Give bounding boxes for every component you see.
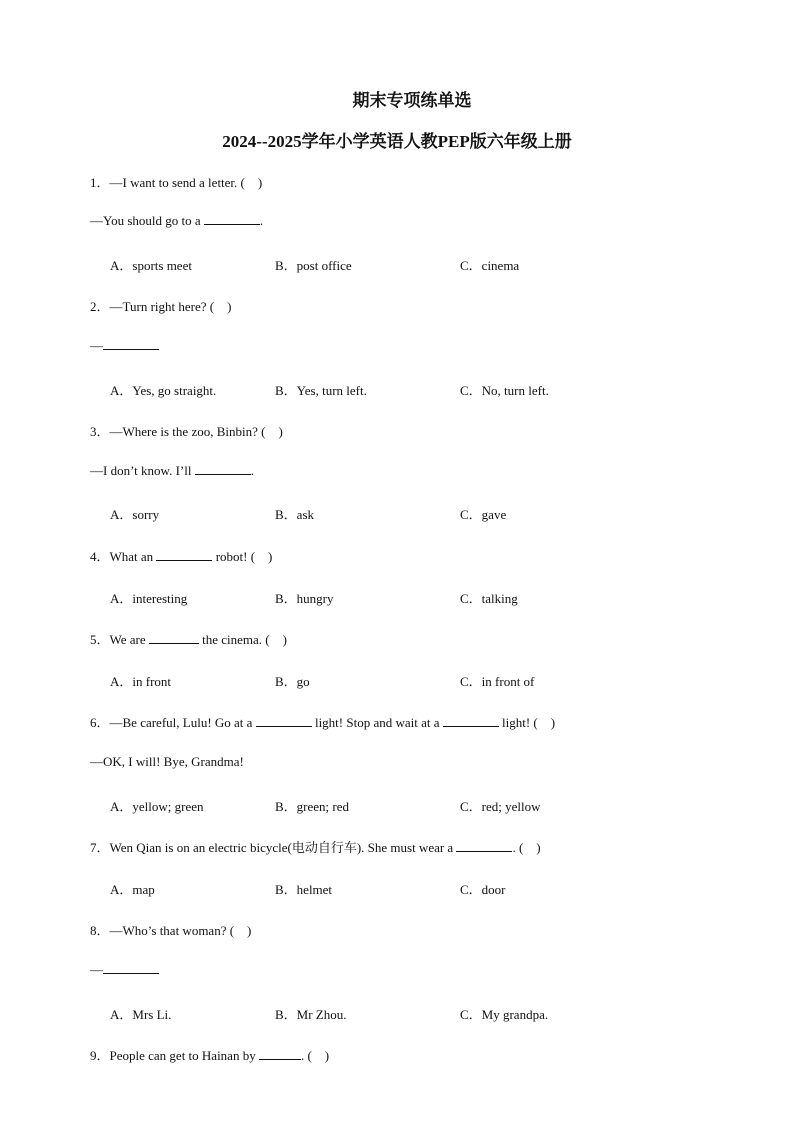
answer-blank: [204, 213, 260, 225]
question-6-reply: —OK, I will! Bye, Grandma!: [90, 754, 244, 769]
text: —: [90, 962, 103, 977]
option-c: C．talking: [460, 591, 518, 606]
text: the cinema. ( ): [198, 632, 287, 647]
question-5-stem: [90, 629, 287, 648]
option-b: B．Yes, turn left.: [275, 383, 367, 398]
text: . ( ): [512, 840, 541, 855]
question-7-stem: [90, 837, 541, 856]
option-a: A．map: [110, 882, 155, 897]
question-2-stem: 2．—Turn right here? ( ): [90, 299, 232, 314]
option-a: A．sorry: [110, 507, 160, 522]
option-c: C．cinema: [460, 258, 520, 273]
option-a: A．interesting: [110, 591, 188, 606]
question-6-stem: [90, 712, 555, 731]
option-b: B．helmet: [275, 882, 333, 897]
option-c: C．in front of: [460, 674, 535, 689]
answer-blank: [156, 549, 212, 561]
option-b: B．post office: [275, 258, 352, 273]
text: robot! ( ): [212, 549, 273, 564]
option-a: A．in front: [110, 674, 172, 689]
option-b: B．hungry: [275, 591, 334, 606]
page-subtitle: 2024--2025学年小学英语人教PEP版六年级上册: [222, 132, 572, 151]
text: .: [250, 463, 254, 478]
option-b: B．go: [275, 674, 310, 689]
page-title: 期末专项练单选: [352, 91, 472, 110]
text: .: [259, 213, 264, 228]
question-1-stem: 1．—I want to send a letter. ( ): [90, 175, 263, 190]
question-9-stem: [90, 1045, 329, 1064]
answer-blank: [443, 715, 499, 727]
question-4-stem: [90, 546, 272, 565]
answer-blank: [103, 962, 159, 974]
text: 5．We are: [90, 632, 149, 647]
answer-blank: [256, 715, 312, 727]
question-3-reply: [90, 463, 254, 479]
text: —I don’t know. I’ll: [90, 463, 195, 478]
option-b: B．green; red: [275, 799, 350, 814]
text: 4．What an: [90, 549, 157, 564]
question-8-options: [110, 1004, 710, 1022]
option-a: A．yellow; green: [110, 799, 204, 814]
question-8-reply: [90, 962, 159, 978]
option-a: A．Mrs Li.: [110, 1007, 172, 1022]
question-3-options: [110, 504, 710, 522]
option-b: B．Mr Zhou.: [275, 1007, 347, 1022]
answer-blank: [149, 632, 199, 644]
answer-blank: [259, 1048, 301, 1060]
text: —You should go to a: [90, 213, 204, 228]
option-c: C．No, turn left.: [460, 383, 549, 398]
text: 6．—Be careful, Lulu! Go at a: [90, 715, 256, 730]
question-1-options: [110, 255, 710, 273]
text: . ( ): [300, 1048, 330, 1063]
text: light! ( ): [498, 715, 556, 730]
text: —: [90, 338, 103, 353]
option-c: C．door: [460, 882, 506, 897]
answer-blank: [456, 840, 512, 852]
answer-blank: [103, 338, 159, 350]
option-c: C．red; yellow: [460, 799, 541, 814]
question-3-stem: 3．—Where is the zoo, Binbin? ( ): [90, 424, 283, 439]
option-c: C．gave: [460, 507, 507, 522]
option-b: B．ask: [275, 507, 315, 522]
question-2-reply: [90, 338, 159, 354]
text: light! Stop and wait at a: [311, 715, 443, 730]
option-a: A．sports meet: [110, 258, 192, 273]
question-6-options: [110, 796, 710, 814]
text: 7．Wen Qian is on an electric bicycle(电动自行车). She must wear a: [90, 840, 457, 855]
question-5-options: [110, 671, 710, 689]
option-c: C．My grandpa.: [460, 1007, 549, 1022]
question-4-options: [110, 588, 710, 606]
question-2-options: [110, 380, 710, 398]
question-8-stem: 8．—Who’s that woman? ( ): [90, 923, 252, 938]
text: 9．People can get to Hainan by: [90, 1048, 259, 1063]
question-7-options: [110, 879, 710, 897]
option-a: A．Yes, go straight.: [110, 383, 217, 398]
answer-blank: [195, 463, 251, 475]
question-1-reply: [90, 213, 263, 229]
